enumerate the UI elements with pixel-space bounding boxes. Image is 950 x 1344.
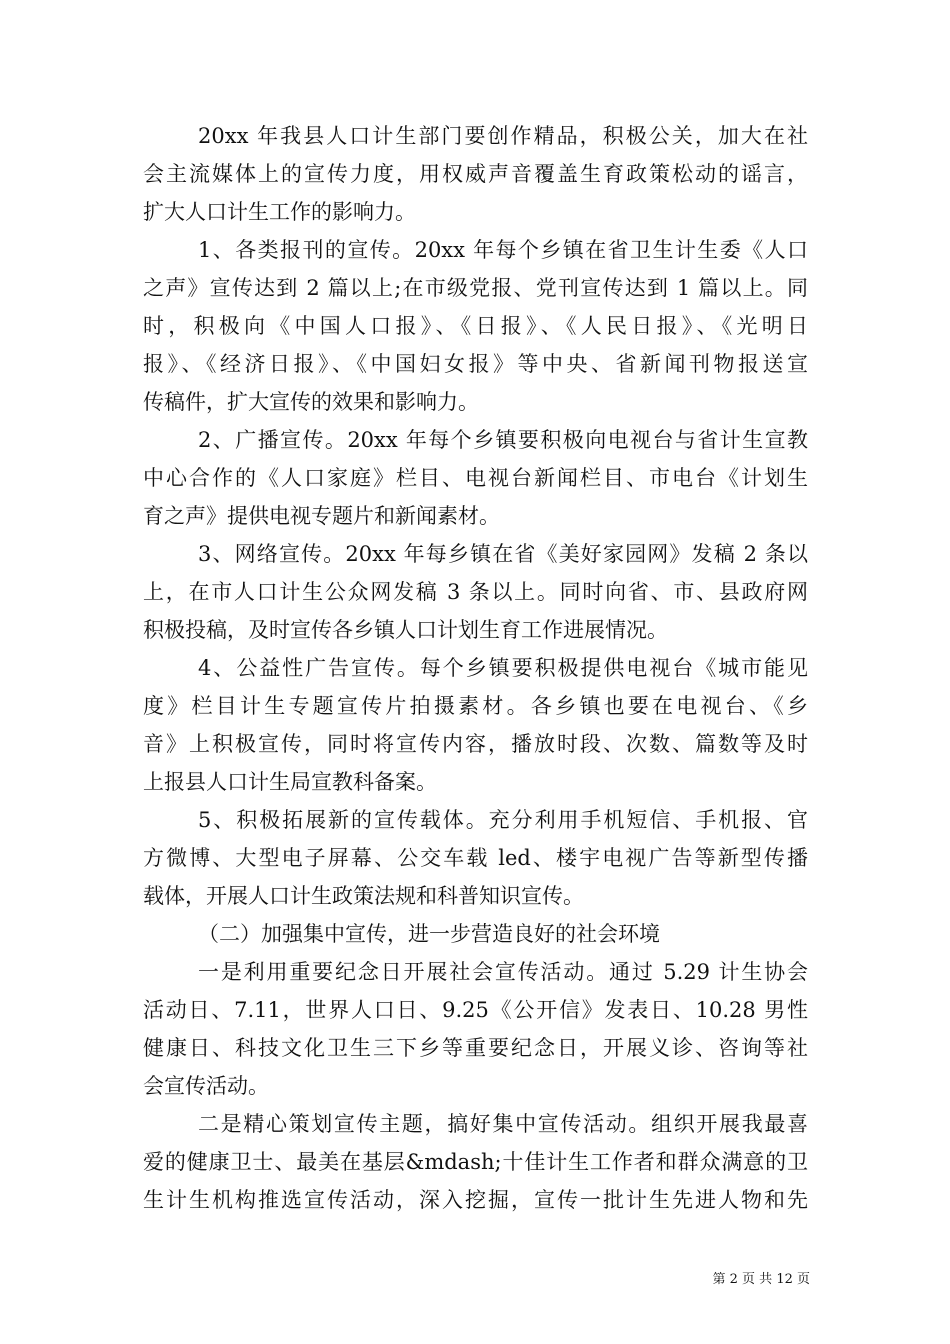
paragraph-line: 20xx 年我县人口计生部门要创作精品，积极公关，加大在社 bbox=[198, 124, 808, 148]
paragraph-line: 一是利用重要纪念日开展社会宣传活动。通过 5.29 计生协会 bbox=[198, 960, 808, 984]
section-heading: （二）加强集中宣传，进一步营造良好的社会环境 bbox=[198, 922, 660, 946]
paragraph-line: 4、公益性广告宣传。每个乡镇要积极提供电视台《城市能见 bbox=[198, 656, 808, 680]
paragraph-line: 度》栏目计生专题宣传片拍摄素材。各乡镇也要在电视台、《乡 bbox=[143, 694, 808, 718]
paragraph-line: 爱的健康卫士、最美在基层&mdash;十佳计生工作者和群众满意的卫 bbox=[143, 1150, 808, 1174]
paragraph-line: 5、积极拓展新的宣传载体。充分利用手机短信、手机报、官 bbox=[198, 808, 808, 832]
paragraph-line: 生计生机构推选宣传活动，深入挖掘，宣传一批计生先进人物和先 bbox=[143, 1188, 808, 1212]
paragraph-line: 3、网络宣传。20xx 年每乡镇在省《美好家园网》发稿 2 条以 bbox=[198, 542, 808, 566]
paragraph-line: 中心合作的《人口家庭》栏目、电视台新闻栏目、市电台《计划生 bbox=[143, 466, 808, 490]
paragraph-line: 时，积极向《中国人口报》、《日报》、《人民日报》、《光明日 bbox=[143, 314, 808, 338]
paragraph-line: 二是精心策划宣传主题，搞好集中宣传活动。组织开展我最喜 bbox=[198, 1112, 808, 1136]
paragraph-line: 报》、《经济日报》、《中国妇女报》等中央、省新闻刊物报送宣 bbox=[143, 352, 808, 376]
paragraph-line: 方微博、大型电子屏幕、公交车载 led、楼宇电视广告等新型传播 bbox=[143, 846, 808, 870]
paragraph-line: 2、广播宣传。20xx 年每个乡镇要积极向电视台与省计生宣教 bbox=[198, 428, 808, 452]
paragraph-line: 上报县人口计生局宣教科备案。 bbox=[143, 770, 437, 794]
body-text bbox=[143, 117, 808, 1219]
paragraph-line: 育之声》提供电视专题片和新闻素材。 bbox=[143, 504, 500, 528]
page-number: 第 2 页 共 12 页 bbox=[712, 1272, 810, 1287]
paragraph-line: 会宣传活动。 bbox=[143, 1074, 269, 1098]
paragraph-line: 健康日、科技文化卫生三下乡等重要纪念日，开展义诊、咨询等社 bbox=[143, 1036, 808, 1060]
paragraph-line: 传稿件，扩大宣传的效果和影响力。 bbox=[143, 390, 479, 414]
paragraph-line: 载体，开展人口计生政策法规和科普知识宣传。 bbox=[143, 884, 584, 908]
paragraph-line: 之声》宣传达到 2 篇以上;在市级党报、党刊宣传达到 1 篇以上。同 bbox=[143, 276, 808, 300]
paragraph-line: 1、各类报刊的宣传。20xx 年每个乡镇在省卫生计生委《人口 bbox=[198, 238, 808, 262]
paragraph-line: 会主流媒体上的宣传力度，用权威声音覆盖生育政策松动的谣言， bbox=[143, 162, 808, 186]
paragraph-line: 音》上积极宣传，同时将宣传内容，播放时段、次数、篇数等及时 bbox=[143, 732, 808, 756]
paragraph-line: 扩大人口计生工作的影响力。 bbox=[143, 200, 416, 224]
paragraph-line: 积极投稿，及时宣传各乡镇人口计划生育工作进展情况。 bbox=[143, 618, 668, 642]
paragraph-line: 活动日、7.11，世界人口日、9.25《公开信》发表日、10.28 男性 bbox=[143, 998, 808, 1022]
paragraph-line: 上，在市人口计生公众网发稿 3 条以上。同时向省、市、县政府网 bbox=[143, 580, 808, 604]
